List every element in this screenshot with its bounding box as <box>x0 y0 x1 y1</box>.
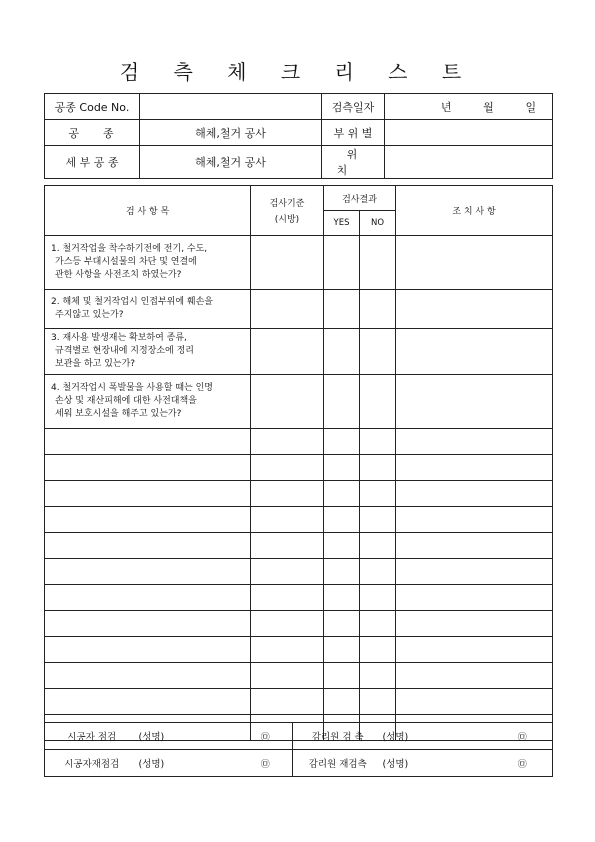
yes-cell[interactable] <box>324 611 360 637</box>
date-label: 검측일자 <box>322 94 385 120</box>
empty-row <box>45 637 553 663</box>
col-standard-header <box>251 186 324 236</box>
supervisor-check-sign[interactable]: (성명) <box>383 723 493 750</box>
item-line: 규격별로 현장내에 지정장소에 정리 <box>55 346 194 356</box>
checklist-row <box>45 375 553 429</box>
no-cell[interactable] <box>360 533 396 559</box>
item-cell[interactable] <box>45 689 251 715</box>
yes-cell[interactable] <box>324 290 360 329</box>
standard-cell[interactable] <box>251 375 324 429</box>
date-year-label: 년 <box>440 100 452 114</box>
action-cell[interactable] <box>396 611 553 637</box>
yes-cell[interactable] <box>324 507 360 533</box>
action-cell[interactable] <box>396 507 553 533</box>
standard-cell[interactable] <box>251 637 324 663</box>
supervisor-recheck-seal[interactable] <box>493 750 553 777</box>
part-field[interactable] <box>385 120 553 146</box>
no-cell[interactable] <box>360 663 396 689</box>
item-line: 세워 보호시설을 해주고 있는가? <box>55 409 182 419</box>
detail-label: 세 부 공 종 <box>45 146 140 179</box>
no-cell[interactable] <box>360 429 396 455</box>
standard-cell[interactable] <box>251 689 324 715</box>
no-cell[interactable] <box>360 585 396 611</box>
contractor-check-label: 시공자 점검 <box>45 723 139 750</box>
action-cell[interactable] <box>396 481 553 507</box>
action-cell[interactable] <box>396 375 553 429</box>
page-title: 검 측 체 크 리 스 트 <box>119 60 476 84</box>
checklist-item <box>45 290 251 329</box>
code-label: 공종 Code No. <box>45 94 140 120</box>
yes-cell[interactable] <box>324 533 360 559</box>
yes-cell[interactable] <box>324 585 360 611</box>
col-standard-line2: (시방) <box>274 215 300 225</box>
standard-cell[interactable] <box>251 533 324 559</box>
item-cell[interactable] <box>45 663 251 689</box>
contractor-recheck-seal[interactable] <box>239 750 293 777</box>
supervisor-check-seal[interactable] <box>493 723 553 750</box>
location-label: 위치 <box>322 146 385 179</box>
empty-row <box>45 559 553 585</box>
item-line: 손상 및 재산피해에 대한 사전대책을 <box>55 396 197 406</box>
checklist-row <box>45 236 553 290</box>
yes-cell[interactable] <box>324 637 360 663</box>
col-no-header: NO <box>360 211 396 236</box>
col-yes-header: YES <box>324 211 360 236</box>
yes-cell[interactable] <box>324 559 360 585</box>
checklist-table <box>44 185 553 741</box>
signature-table <box>44 722 553 777</box>
empty-row <box>45 689 553 715</box>
part-label: 부 위 별 <box>322 120 385 146</box>
seal-mark: ㉤ <box>260 732 270 743</box>
work-value: 해체,철거 공사 <box>140 120 322 146</box>
item-line: 주지않고 있는가? <box>55 310 124 320</box>
yes-cell[interactable] <box>324 329 360 375</box>
action-cell[interactable] <box>396 290 553 329</box>
no-cell[interactable] <box>360 455 396 481</box>
standard-cell[interactable] <box>251 611 324 637</box>
empty-row <box>45 481 553 507</box>
col-result-header: 검사결과 <box>324 186 396 211</box>
item-cell[interactable] <box>45 481 251 507</box>
no-cell[interactable] <box>360 689 396 715</box>
item-cell[interactable] <box>45 429 251 455</box>
standard-cell[interactable] <box>251 663 324 689</box>
item-line: 보관을 하고 있는가? <box>55 359 136 369</box>
action-cell[interactable] <box>396 585 553 611</box>
item-line: 가스등 부대시설물의 차단 및 연결에 <box>55 257 197 267</box>
item-cell[interactable] <box>45 559 251 585</box>
item-cell[interactable] <box>45 455 251 481</box>
action-cell[interactable] <box>396 329 553 375</box>
item-line: 관한 사항을 사전조치 하였는가? <box>55 270 182 280</box>
item-line: 3. 재사용 발생재는 확보하여 종류, <box>51 333 187 343</box>
contractor-recheck-sign[interactable]: (성명) <box>139 750 239 777</box>
item-cell[interactable] <box>45 585 251 611</box>
empty-row <box>45 429 553 455</box>
item-line: 1. 철거작업을 착수하기전에 전기, 수도, <box>51 244 208 254</box>
no-cell[interactable] <box>360 375 396 429</box>
yes-cell[interactable] <box>324 663 360 689</box>
date-day-label: 일 <box>525 100 537 114</box>
item-line: 4. 철거작업시 폭발물을 사용할 때는 인명 <box>51 383 213 393</box>
standard-cell[interactable] <box>251 507 324 533</box>
code-field[interactable] <box>140 94 322 120</box>
no-cell[interactable] <box>360 481 396 507</box>
standard-cell[interactable] <box>251 559 324 585</box>
checklist-item <box>45 375 251 429</box>
standard-cell[interactable] <box>251 429 324 455</box>
checklist-item <box>45 329 251 375</box>
yes-cell[interactable] <box>324 236 360 290</box>
yes-cell[interactable] <box>324 429 360 455</box>
action-cell[interactable] <box>396 637 553 663</box>
standard-cell[interactable] <box>251 290 324 329</box>
contractor-recheck-label: 시공자재점검 <box>45 750 139 777</box>
action-cell[interactable] <box>396 236 553 290</box>
date-month-label: 월 <box>483 100 494 114</box>
action-cell[interactable] <box>396 689 553 715</box>
date-field[interactable] <box>385 94 553 120</box>
yes-cell[interactable] <box>324 481 360 507</box>
standard-cell[interactable] <box>251 481 324 507</box>
empty-row <box>45 585 553 611</box>
yes-cell[interactable] <box>324 689 360 715</box>
col-item-header: 검 사 항 목 <box>45 186 251 236</box>
supervisor-check-label: 감리원 검 측 <box>293 723 383 750</box>
no-cell[interactable] <box>360 611 396 637</box>
empty-row <box>45 533 553 559</box>
no-cell[interactable] <box>360 637 396 663</box>
empty-row <box>45 455 553 481</box>
empty-row <box>45 507 553 533</box>
item-cell[interactable] <box>45 507 251 533</box>
work-label: 공종 <box>45 120 140 146</box>
checklist-item <box>45 236 251 290</box>
location-field[interactable] <box>385 146 553 179</box>
standard-cell[interactable] <box>251 329 324 375</box>
action-cell[interactable] <box>396 663 553 689</box>
item-cell[interactable] <box>45 637 251 663</box>
standard-cell[interactable] <box>251 585 324 611</box>
detail-value: 해체,철거 공사 <box>140 146 322 179</box>
supervisor-recheck-sign[interactable]: (성명) <box>383 750 493 777</box>
action-cell[interactable] <box>396 559 553 585</box>
action-cell[interactable] <box>396 455 553 481</box>
no-cell[interactable] <box>360 329 396 375</box>
item-cell[interactable] <box>45 533 251 559</box>
seal-mark: ㉤ <box>260 759 270 770</box>
empty-row <box>45 663 553 689</box>
seal-mark: ㉤ <box>517 732 527 743</box>
col-standard-line1: 검사기준 <box>269 199 305 209</box>
seal-mark: ㉤ <box>517 759 527 770</box>
no-cell[interactable] <box>360 559 396 585</box>
contractor-check-seal[interactable] <box>239 723 293 750</box>
no-cell[interactable] <box>360 236 396 290</box>
supervisor-recheck-label: 감리원 재검측 <box>293 750 383 777</box>
contractor-check-sign[interactable]: (성명) <box>139 723 239 750</box>
no-cell[interactable] <box>360 290 396 329</box>
action-cell[interactable] <box>396 533 553 559</box>
checklist-row <box>45 290 553 329</box>
col-action-header: 조 치 사 항 <box>396 186 553 236</box>
empty-row <box>45 611 553 637</box>
standard-cell[interactable] <box>251 455 324 481</box>
yes-cell[interactable] <box>324 455 360 481</box>
action-cell[interactable] <box>396 429 553 455</box>
header-table <box>44 93 553 179</box>
checklist-row <box>45 329 553 375</box>
yes-cell[interactable] <box>324 375 360 429</box>
item-line: 2. 해체 및 철거작업시 인접부위에 훼손을 <box>51 297 213 307</box>
standard-cell[interactable] <box>251 236 324 290</box>
no-cell[interactable] <box>360 507 396 533</box>
item-cell[interactable] <box>45 611 251 637</box>
